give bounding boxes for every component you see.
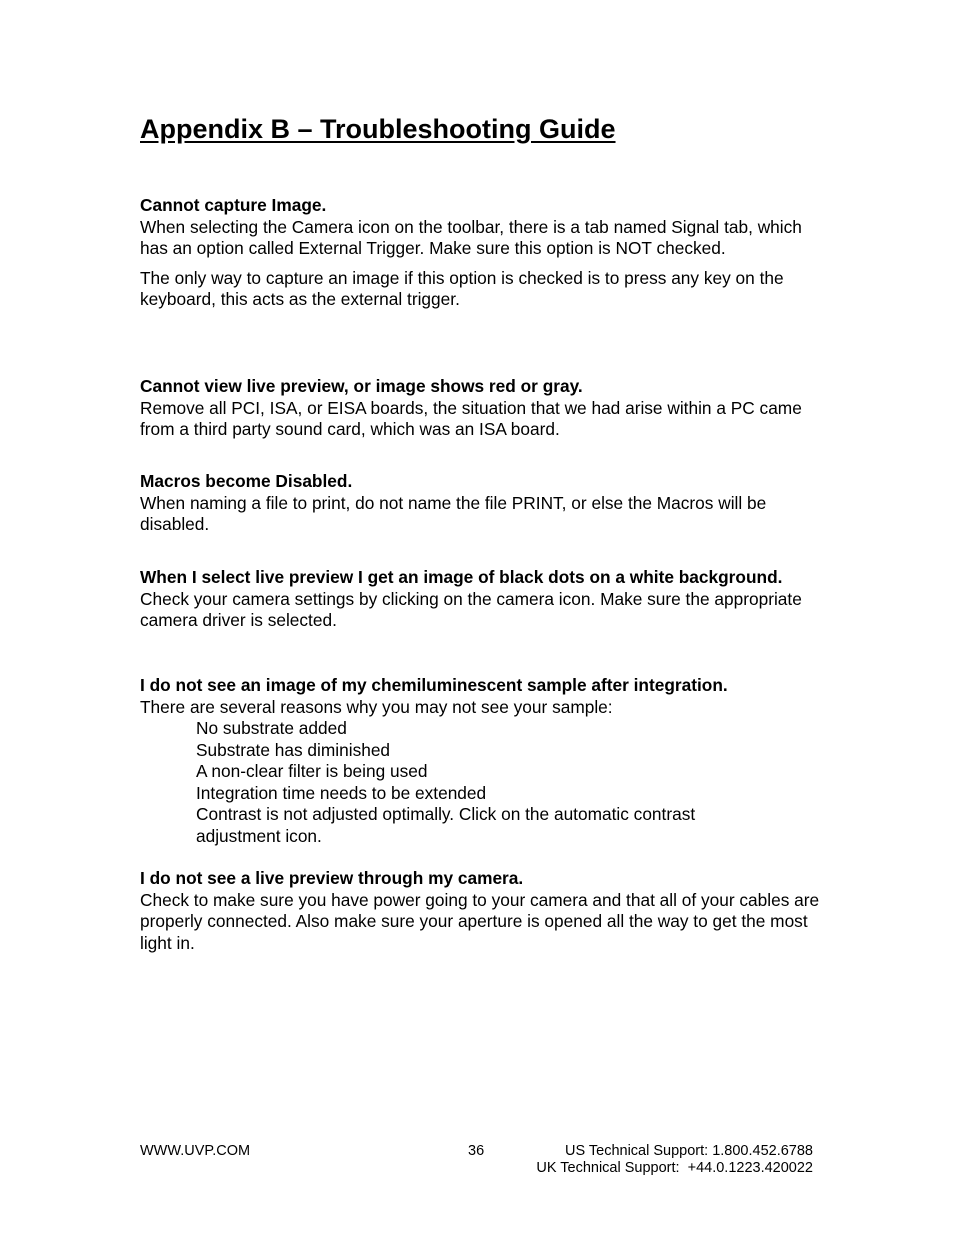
- section-live-preview-red-gray: [140, 376, 820, 441]
- list-item: Substrate has diminished: [196, 739, 391, 760]
- footer-page-number: 36: [468, 1143, 485, 1159]
- section-black-dots: [140, 567, 820, 632]
- reasons-list: [140, 718, 820, 847]
- footer-website: WWW.UVP.COM: [140, 1143, 251, 1159]
- section-paragraph: There are several reasons why you may not see your sample:: [140, 696, 613, 717]
- section-heading: I do not see an image of my chemiluminescent sample after integration.: [140, 675, 728, 695]
- section-paragraph: Remove all PCI, ISA, or EISA boards, the situation that we had arise within a PC came from a third party sound card, which was an ISA board.: [140, 397, 802, 439]
- section-no-live-preview: [140, 868, 820, 954]
- page-title: Appendix B – Troubleshooting Guide: [140, 114, 616, 144]
- section-paragraph: When selecting the Camera icon on the toolbar, there is a tab named Signal tab, which has an option called External Trigger. Make sure this option is NOT checked.: [140, 216, 802, 258]
- section-heading: Macros become Disabled.: [140, 471, 353, 491]
- section-heading: Cannot view live preview, or image shows red or gray.: [140, 376, 583, 396]
- footer-uk-support: UK Technical Support: +44.0.1223.420022: [536, 1160, 813, 1176]
- list-item: A non-clear filter is being used: [196, 761, 428, 781]
- section-heading: I do not see a live preview through my camera.: [140, 868, 524, 888]
- section-chemiluminescent: [140, 675, 820, 847]
- list-item: Integration time needs to be extended: [196, 782, 487, 803]
- section-paragraph: Check your camera settings by clicking on the camera icon. Make sure the appropriate camera driver is selected.: [140, 588, 802, 630]
- section-paragraph: Check to make sure you have power going to your camera and that all of your cables are properly connected. Also make sure your aperture is opened all the way to get the most light in.: [140, 889, 820, 953]
- section-paragraph: When naming a file to print, do not name the file PRINT, or else the Macros will be disabled.: [140, 492, 767, 534]
- list-item: No substrate added: [196, 718, 347, 738]
- section-paragraph: The only way to capture an image if this option is checked is to press any key on the keyboard, this acts as the external trigger.: [140, 267, 784, 309]
- list-item: Contrast is not adjusted optimally. Click on the automatic contrast adjustment icon.: [196, 804, 696, 846]
- section-heading: Cannot capture Image.: [140, 195, 327, 215]
- footer-us-support: US Technical Support: 1.800.452.6788: [564, 1143, 813, 1159]
- section-heading: When I select live preview I get an image of black dots on a white background.: [140, 567, 783, 587]
- section-macros-disabled: [140, 471, 820, 536]
- section-cannot-capture: [140, 195, 820, 311]
